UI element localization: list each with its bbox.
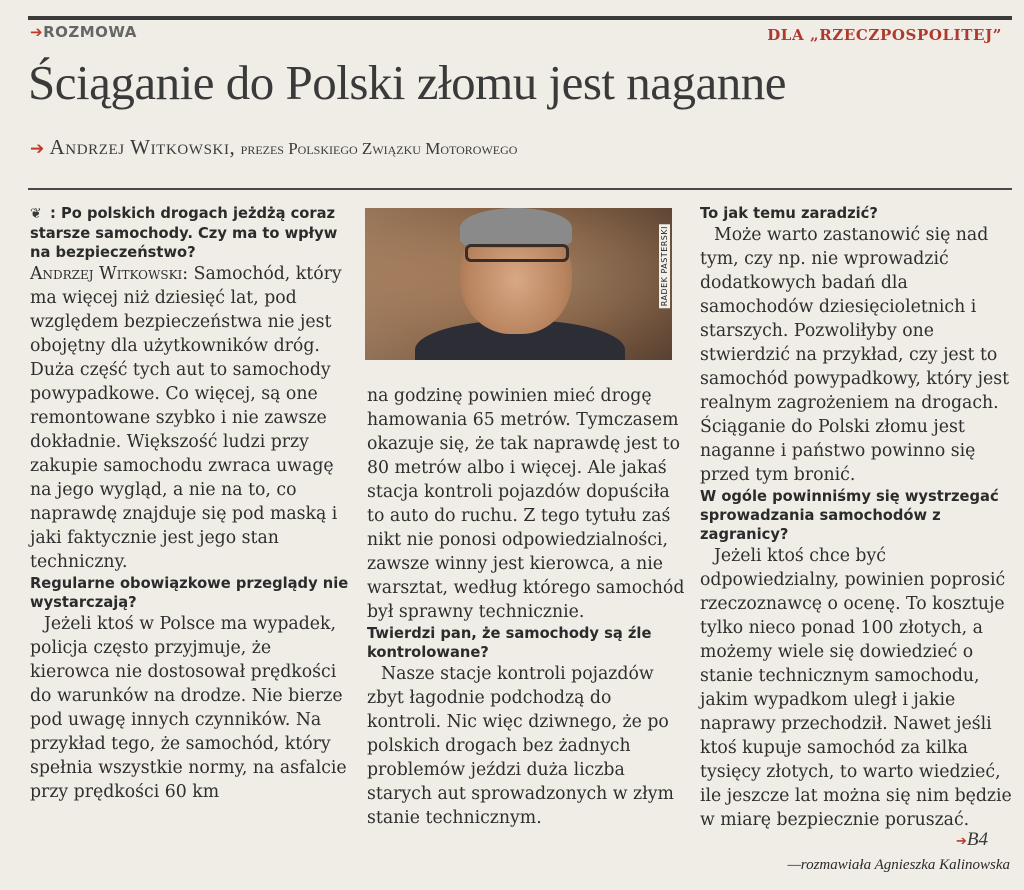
answer: Może warto zastanowić się nad tym, czy np. nie wprowadzić dodatkowych badań dla samochodów dziesięcioletnich i starszych. Pozwoliłyby one stwierdzić na przykład, czy jest to samochód powypadkowy, który jest realnym zagrożeniem na drogach. Ściąganie do Polski złomu jest naganne i państwo powinno się przed tym bronić. [700, 225, 1010, 485]
column-1 [30, 204, 352, 804]
answer [30, 262, 352, 574]
photo-glasses [465, 244, 569, 262]
column-3 [700, 204, 1016, 832]
byline [30, 135, 517, 160]
byline-role: prezes Polskiego Związku Motorowego [240, 139, 518, 158]
arrow-icon: ➔ [30, 23, 44, 41]
source-label: DLA „RZECZPOSPOLITEJ” [767, 26, 1002, 44]
column-2 [367, 384, 687, 830]
question [30, 204, 352, 262]
byline-name: Andrzej Witkowski, [49, 135, 236, 159]
arrow-icon: ➔ [30, 139, 45, 158]
interviewer-credit: —rozmawiała Agnieszka Kalinowska [787, 857, 1010, 873]
question: Twierdzi pan, że samochody są źle kontrolowane? [367, 625, 652, 661]
answer: Jeżeli ktoś chce być odpowiedzialny, powinien poprosić rzeczoznawcę o ocenę. To kosztuje tylko nieco ponad 100 złotych, a możemy wiele się dowiedzieć o stanie technicznym samochodu, jakim wypadkom uległ i jakie naprawy przechodził. Nawet jeśli ktoś kupuje samochód za kilka tysięcy złotych, to warto wiedzieć, ile jeszcze lat można się nim będzie w miarę bezpiecznie poruszać. [700, 546, 1012, 830]
portrait-photo [365, 208, 672, 360]
question-text: : Po polskich drogach jeżdżą coraz starsze samochody. Czy ma to wpływ na bezpieczeństwo? [30, 205, 338, 261]
top-rule [28, 16, 1012, 20]
question: W ogóle powinniśmy się wystrzegać sprowadzania samochodów z zagranicy? [700, 488, 999, 543]
section-label-text: ROZMOWA [43, 23, 137, 41]
answer: Jeżeli ktoś w Polsce ma wypadek, policja często przyjmuje, że kierowca nie dostosował prędkości do warunków na drodze. Nie bierze pod uwagę innych czynników. Na przykład tego, że samochód, który spełnia wszystkie normy, na asfalcie przy prędkości 60 km [30, 614, 347, 802]
answer: Nasze stacje kontroli pojazdów zbyt łagodnie podchodzą do kontroli. Nic więc dziwnego, że po polskich drogach bez żadnych problemów jeździ duża liczba starych aut sprowadzonych w złym stanie technicznym. [367, 664, 674, 828]
page-reference-text: B4 [966, 829, 989, 850]
photo-hair [460, 208, 572, 248]
question: To jak temu zaradzić? [700, 205, 878, 222]
arrow-icon: ➔ [956, 833, 967, 848]
section-divider [28, 188, 1012, 190]
page-reference [956, 829, 988, 851]
photo-credit: RADEK PASTERSKI [660, 226, 669, 307]
answer-text: Samochód, który ma więcej niż dziesięć lat, pod względem bezpieczeństwa nie jest obojętny dla użytkowników dróg. Duża część tych aut to samochody powypadkowe. Co więcej, są one remontowane szybko i nie zawsze dokładnie. Większość ludzi przy zakupie samochodu zwraca uwagę na jego wygląd, a nie na to, co naprawdę znajduje się pod maską i jaki faktycznie jest jego stan techniczny. [30, 264, 342, 572]
headline: Ściąganie do Polski złomu jest naganne [28, 55, 787, 110]
section-label [30, 23, 137, 41]
question: Regularne obowiązkowe przeglądy nie wystarczają? [30, 575, 349, 611]
speaker-name: Andrzej Witkowski: [30, 264, 189, 284]
eagle-icon: ❦ [30, 206, 42, 222]
answer: na godzinę powinien mieć drogę hamowania 65 metrów. Tymczasem okazuje się, że tak naprawdę jest to 80 metrów albo i więcej. Ale jakaś stacja kontroli pojazdów dopuściła to auto do ruchu. Z tego tytułu zaś nikt nie ponosi odpowiedzialności, zawsze winny jest kierowca, a nie warsztat, według którego samochód był sprawny technicznie. [367, 386, 685, 622]
